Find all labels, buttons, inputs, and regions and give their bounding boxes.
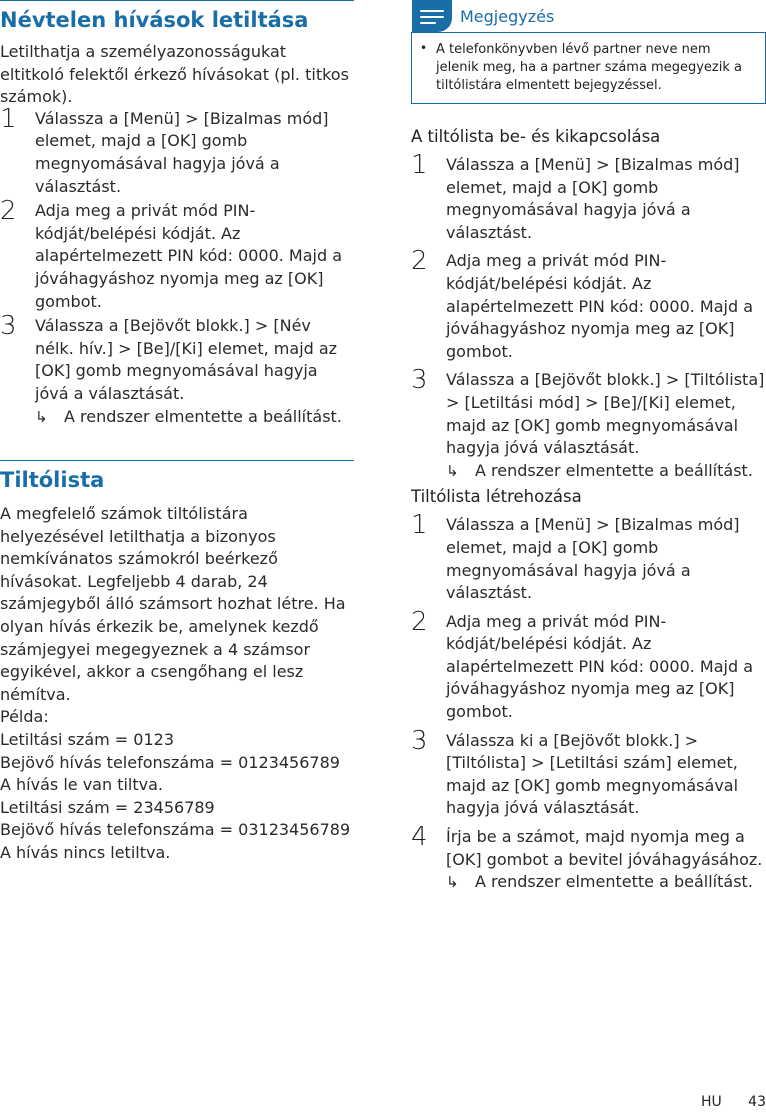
step-number: 3 — [411, 725, 428, 756]
step-item — [411, 606, 766, 724]
step-result — [446, 871, 766, 894]
note-title: Megjegyzés — [460, 7, 555, 26]
blacklist-body — [0, 503, 354, 865]
example-line: Letiltási szám = 0123 — [0, 730, 175, 750]
step-number: 3 — [411, 365, 428, 396]
step-text: Válassza a [Menü] > [Bizalmas mód] elemet, majd a [OK] gomb megnyomásával hagyja jóvá a választást. — [35, 108, 329, 196]
step-number: 2 — [0, 196, 17, 227]
example-line: A hívás le van tiltva. — [0, 775, 163, 795]
step-item — [411, 725, 766, 820]
right-column — [411, 0, 766, 894]
result-text: A rendszer elmentette a beállítást. — [64, 406, 342, 426]
step-number: 2 — [411, 606, 428, 637]
example-line: Bejövő hívás telefonszáma = 0123456789 — [0, 752, 340, 772]
section-title-anonymous-calls: Névtelen hívások letiltása — [0, 8, 309, 32]
example-line: Letiltási szám = 23456789 — [0, 797, 215, 817]
result-text: A rendszer elmentette a beállítást. — [475, 872, 753, 892]
step-number: 1 — [0, 103, 17, 134]
note-icon — [412, 0, 452, 32]
result-arrow-icon: ↳ — [446, 873, 459, 892]
step-text: Válassza a [Menü] > [Bizalmas mód] elemet, majd a [OK] gomb megnyomásával hagyja jóvá a választást. — [446, 515, 740, 603]
step-item — [411, 246, 766, 363]
step-text: Válassza ki a [Bejövőt blokk.] > [Tiltólista] > [Letiltási szám] elemet, majd az [OK] gomb megnyomásával hagyja jóvá választását. — [446, 730, 739, 818]
step-text: Adja meg a privát mód PIN-kódját/belépési kódját. Az alapértelmezett PIN kód: 0000. Majd a jóváhagyáshoz nyomja meg az [OK] gombot. — [446, 611, 754, 722]
step-item — [411, 365, 766, 482]
blacklist-paragraph: A megfelelő számok tiltólistára helyezésével letilthatja a bizonyos nemkívánatos számokról beérkező hívásokat. Legfeljebb 4 darab, 24 számjegyből álló számsort hozhat létre. Ha olyan hívás érkezik be, amelynek kezdő számjegyei megegyeznek a 4 számsor egyikével, akkor a csengőhang el lesz némítva. — [0, 504, 346, 704]
step-number: 1 — [411, 150, 428, 180]
step-item — [411, 150, 766, 244]
step-text: Válassza a [Bejövőt blokk.] > [Tiltólista] > [Letiltási mód] > [Be]/[Ki] elemet, majd az [OK] gomb megnyomásával hagyja jóvá választását. — [446, 370, 765, 458]
step-result — [35, 406, 354, 429]
step-text: Írja be a számot, majd nyomja meg a [OK] gombot a bevitel jóváhagyásához. — [446, 827, 763, 869]
result-arrow-icon: ↳ — [35, 407, 48, 426]
language-code: HU — [700, 1094, 722, 1110]
left-column — [0, 0, 354, 865]
step-number: 2 — [411, 246, 428, 277]
step-text: Válassza a [Bejövőt blokk.] > [Név nélk. hív.] > [Be]/[Ki] elemet, majd az [OK] gomb megnyomásával hagyja jóvá a választását. — [35, 316, 338, 403]
step-item — [0, 103, 354, 198]
step-text: Adja meg a privát mód PIN-kódját/belépési kódját. Az alapértelmezett PIN kód: 0000. Majd a jóváhagyáshoz nyomja meg az [OK] gombot. — [35, 201, 343, 311]
step-item — [411, 510, 766, 604]
note-box — [411, 7, 766, 104]
step-result — [446, 460, 766, 483]
step-text: Adja meg a privát mód PIN-kódját/belépési kódját. Az alapértelmezett PIN kód: 0000. Majd a jóváhagyáshoz nyomja meg az [OK] gombot. — [446, 251, 754, 361]
example-label: Példa: — [0, 707, 49, 727]
steps-list-toggle — [411, 150, 766, 482]
note-text: A telefonkönyvben lévő partner neve nem jelenik meg, ha a partner száma megegyezik a tiltólistára elmentett bejegyzéssel. — [436, 42, 742, 93]
steps-list-create — [411, 510, 766, 894]
step-item — [411, 822, 766, 894]
page-footer — [679, 1094, 766, 1110]
subsection-title-create: Tiltólista létrehozása — [411, 487, 582, 507]
page-number: 43 — [748, 1094, 766, 1110]
result-arrow-icon: ↳ — [446, 461, 459, 480]
section-title-blacklist: Tiltólista — [0, 468, 105, 493]
intro-text: Letilthatja a személyazonosságukat eltitkoló felektől érkező hívásokat (pl. titkos számok). — [0, 42, 349, 107]
step-item — [0, 196, 354, 313]
step-number: 3 — [0, 311, 17, 342]
example-line: Bejövő hívás telefonszáma = 03123456789 — [0, 820, 351, 840]
step-text: Válassza a [Menü] > [Bizalmas mód] elemet, majd a [OK] gomb megnyomásával hagyja jóvá a választást. — [446, 155, 740, 242]
steps-list-anonymous — [0, 103, 354, 428]
step-number: 4 — [411, 822, 428, 853]
result-text: A rendszer elmentette a beállítást. — [475, 460, 753, 480]
subsection-title-toggle: A tiltólista be- és kikapcsolása — [411, 127, 661, 146]
step-number: 1 — [411, 510, 428, 541]
note-bullet: • — [420, 41, 428, 55]
step-item — [0, 311, 354, 428]
example-line: A hívás nincs letiltva. — [0, 843, 171, 862]
